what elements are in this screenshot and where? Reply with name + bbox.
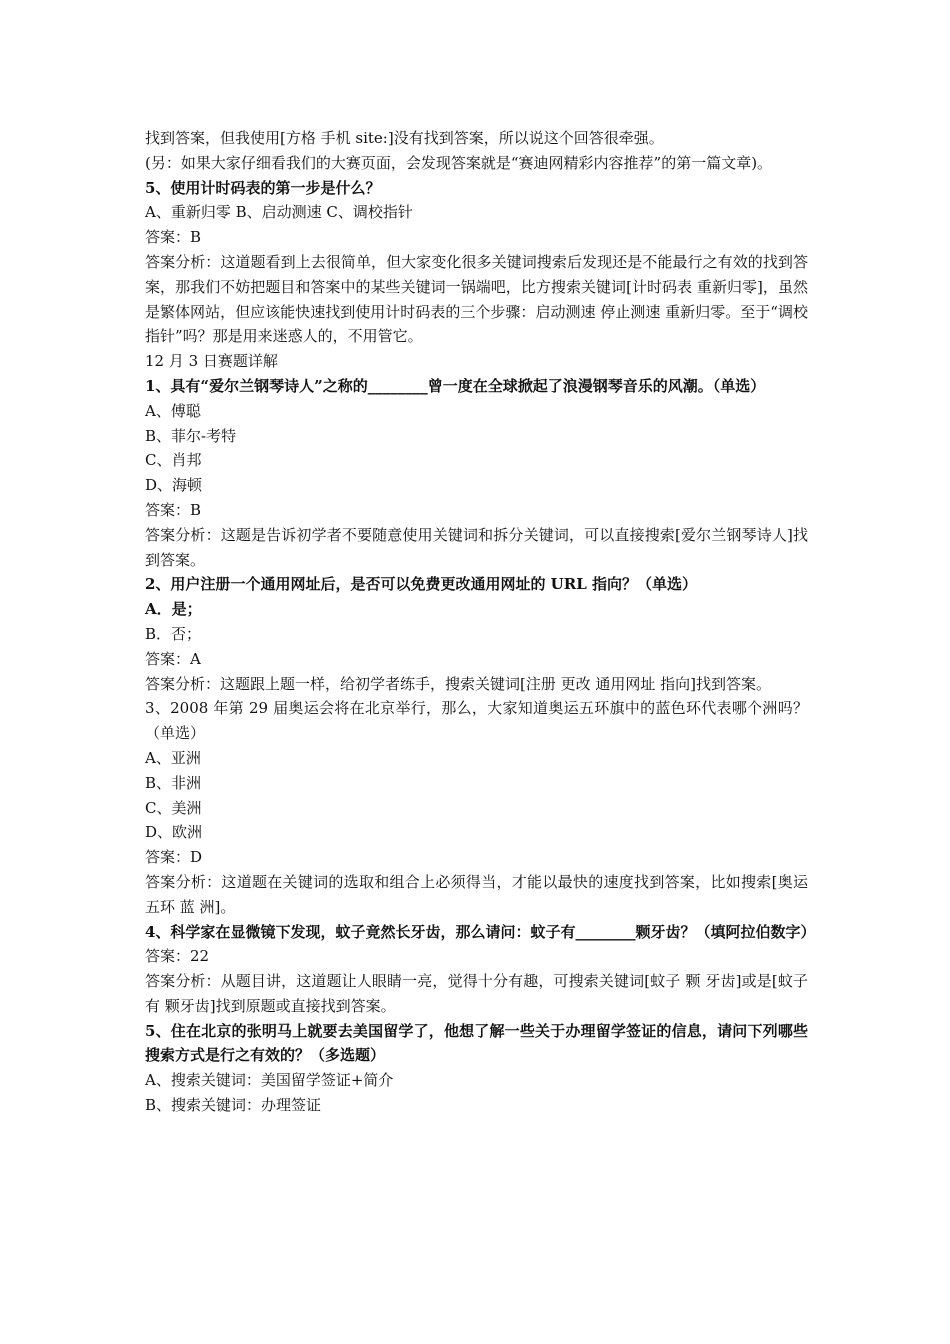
answer-line: 答案：B [145,500,202,519]
option-line: B、搜索关键词：办理签证 [145,1096,322,1115]
answer-line: 答案：B [145,228,202,247]
question-heading: 5、住在北京的张明马上就要去美国留学了，他想了解一些关于办理留学签证的信息，请问下列哪些搜索方式是行之有效的？（多选题） [145,1021,808,1065]
option-line: D、欧洲 [145,823,203,842]
analysis-paragraph: 答案分析：这道题看到上去很简单，但大家变化很多关键词搜索后发现还是不能最行之有效的找到答案，那我们不妨把题目和答案中的某些关键词一锅端吧，比方搜索关键词[计时码表 重新归零]，虽然是繁体网站，但应该能快速找到使用计时码表的三个步骤：启动测速 停止测速 重新归零。至于“调校指针”吗？那是用来迷惑人的，不用管它。 [145,252,808,346]
answer-line: 答案：D [145,848,203,867]
section-title: 12 月 3 日赛题详解 [145,352,278,371]
options-line: A、重新归零 B、启动测速 C、调校指针 [145,203,413,222]
question-heading: 3、2008 年第 29 届奥运会将在北京举行，那么，大家知道奥运五环旗中的蓝色环代表哪个洲吗？（单选） [145,699,808,743]
option-line: A、搜索关键词：美国留学签证+简介 [145,1071,394,1090]
text-line: (另：如果大家仔细看我们的大赛页面，会发现答案就是“赛迪网精彩内容推荐”的第一篇文章)。 [145,153,773,172]
option-line: B、非洲 [145,773,202,792]
question-heading: 5、使用计时码表的第一步是什么？ [145,178,381,197]
analysis-paragraph: 答案分析：这道题在关键词的选取和组合上必须得当，才能以最快的速度找到答案，比如搜索[奥运 五环 蓝 洲]。 [145,872,808,916]
answer-line: 答案：22 [145,947,210,966]
analysis-paragraph: 答案分析：从题目讲，这道题让人眼睛一亮，觉得十分有趣，可搜索关键词[蚊子 颗 牙齿]或是[蚊子有 颗牙齿]找到原题或直接找到答案。 [145,972,808,1015]
question-heading: 1、具有“爱尔兰钢琴诗人”之称的________曾一度在全球掀起了浪漫钢琴音乐的风潮。（单选） [145,376,766,395]
option-line: C、肖邦 [145,451,202,470]
option-line: A、傅聪 [145,401,201,420]
question-heading: 4、科学家在显微镜下发现，蚊子竟然长牙齿，那么请问：蚊子有________颗牙齿？（填阿拉伯数字） [145,922,816,941]
option-line: A、亚洲 [145,748,201,767]
option-line: D、海顿 [145,476,203,495]
question-heading: 2、用户注册一个通用网址后，是否可以免费更改通用网址的 URL 指向？（单选） [145,575,697,594]
text-line: 找到答案，但我使用[方格 手机 site:]没有找到答案，所以说这个回答很牵强。 [145,129,664,147]
document-page [145,126,816,1118]
option-line: C、美洲 [145,798,202,817]
answer-line: 答案：A [145,649,201,668]
option-line: B．否； [145,624,202,643]
analysis-paragraph: 答案分析：这题跟上题一样，给初学者练手，搜索关键词[注册 更改 通用网址 指向]找到答案。 [145,674,772,693]
option-line: A．是； [145,600,202,619]
option-line: B、菲尔-考特 [145,426,237,445]
analysis-paragraph: 答案分析：这题是告诉初学者不要随意使用关键词和拆分关键词，可以直接搜索[爱尔兰钢琴诗人]找到答案。 [145,525,808,569]
